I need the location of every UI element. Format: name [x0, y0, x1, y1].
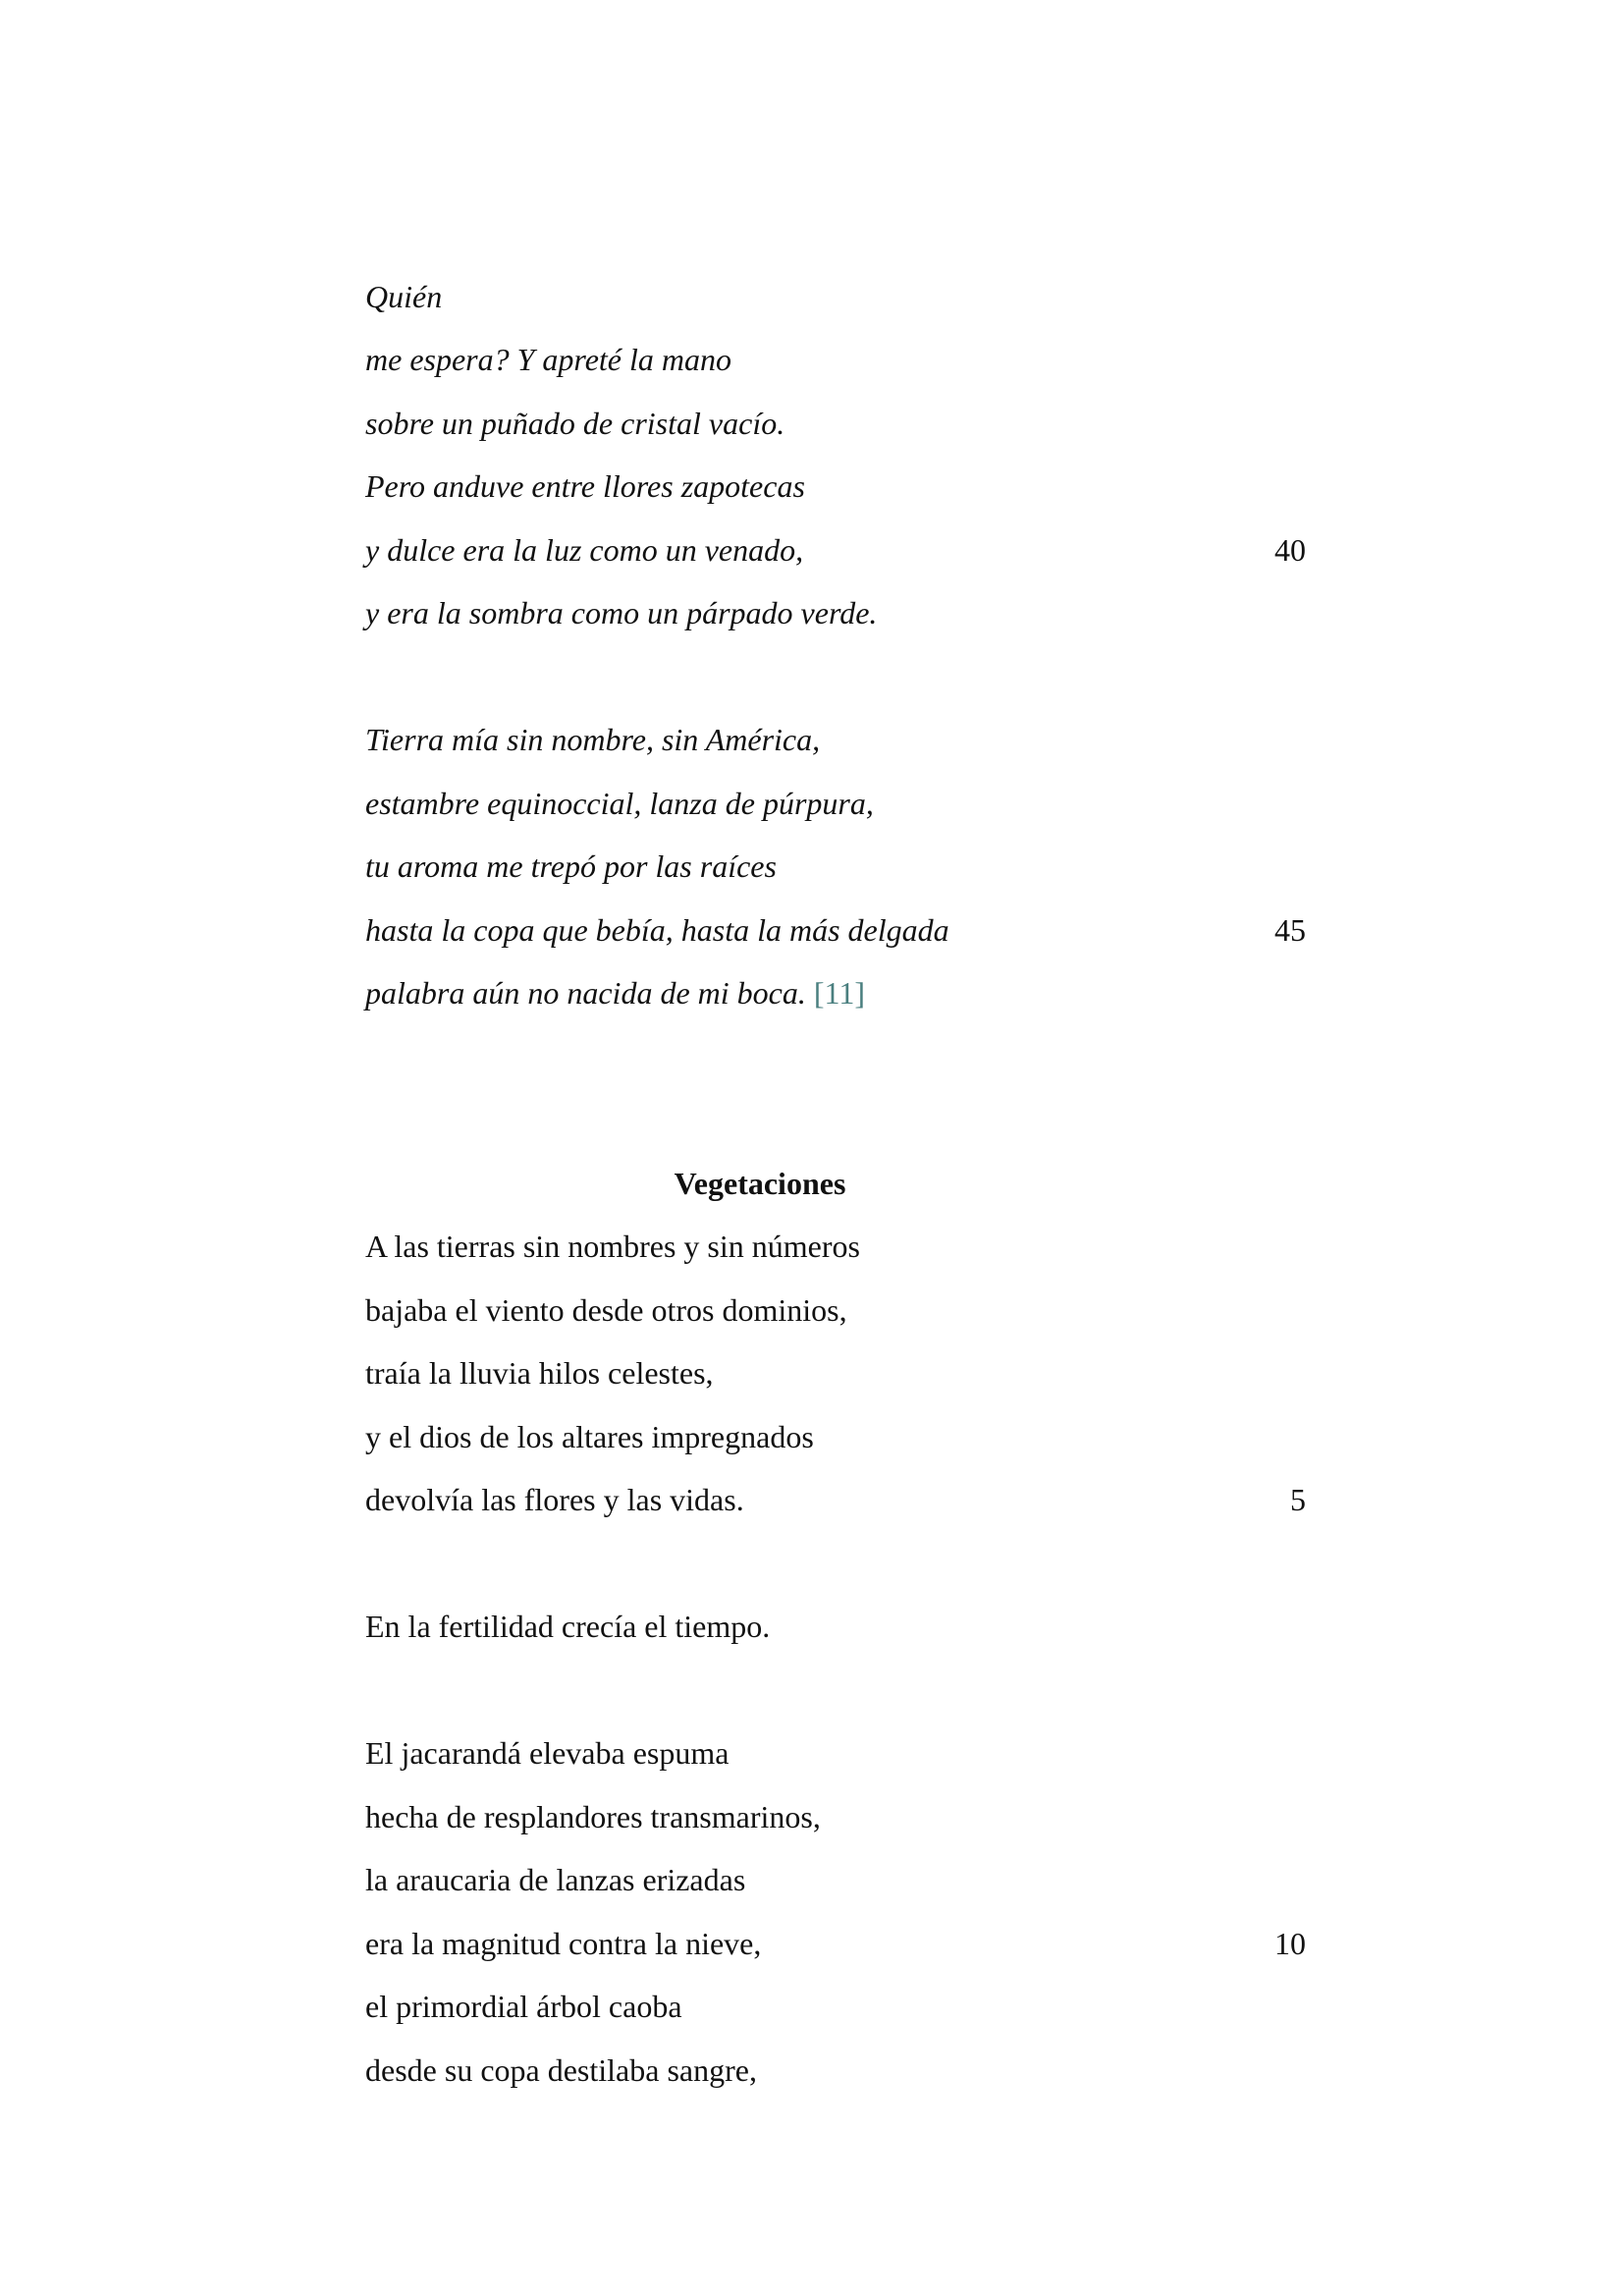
verse-line: el primordial árbol caoba [365, 1989, 682, 2024]
verse-line: hecha de resplandores transmarinos, [365, 1799, 821, 1834]
line-number: 5 [1290, 1482, 1306, 1517]
verse-line: desde su copa destilaba sangre, [365, 2052, 757, 2088]
verse-line: El jacarandá elevaba espuma [365, 1735, 730, 1771]
line-number: 10 [1274, 1926, 1306, 1961]
verse-line: Tierra mía sin nombre, sin América, [365, 722, 821, 757]
verse-line: bajaba el viento desde otros dominios, [365, 1292, 847, 1328]
verse-line: traía la lluvia hilos celestes, [365, 1355, 714, 1391]
verse-line: En la fertilidad crecía el tiempo. [365, 1609, 771, 1644]
line-number: 40 [1274, 532, 1306, 568]
verse-line: A las tierras sin nombres y sin números [365, 1229, 860, 1264]
verse-line-with-note [365, 973, 865, 1012]
verse-line: y dulce era la luz como un venado, [365, 532, 804, 568]
line-number: 45 [1274, 912, 1306, 948]
verse-line: me espera? Y apreté la mano [365, 342, 731, 377]
verse-text: palabra aún no nacida de mi boca. [365, 975, 806, 1011]
verse-line: tu aroma me trepó por las raíces [365, 848, 777, 884]
verse-line: devolvía las flores y las vidas. [365, 1482, 744, 1517]
verse-line: era la magnitud contra la nieve, [365, 1926, 762, 1961]
verse-line: la araucaria de lanzas erizadas [365, 1862, 746, 1897]
verse-line: y era la sombra como un párpado verde. [365, 595, 878, 630]
verse-line: sobre un puñado de cristal vacío. [365, 406, 785, 441]
footnote-link[interactable]: [11] [813, 975, 865, 1011]
section-title: Vegetaciones [674, 1166, 846, 1201]
verse-line: y el dios de los altares impregnados [365, 1419, 814, 1454]
verse-line: Quién [365, 279, 443, 314]
verse-line: estambre equinoccial, lanza de púrpura, [365, 786, 874, 821]
verse-line: hasta la copa que bebía, hasta la más delgada [365, 912, 949, 948]
verse-line: Pero anduve entre llores zapotecas [365, 468, 805, 504]
